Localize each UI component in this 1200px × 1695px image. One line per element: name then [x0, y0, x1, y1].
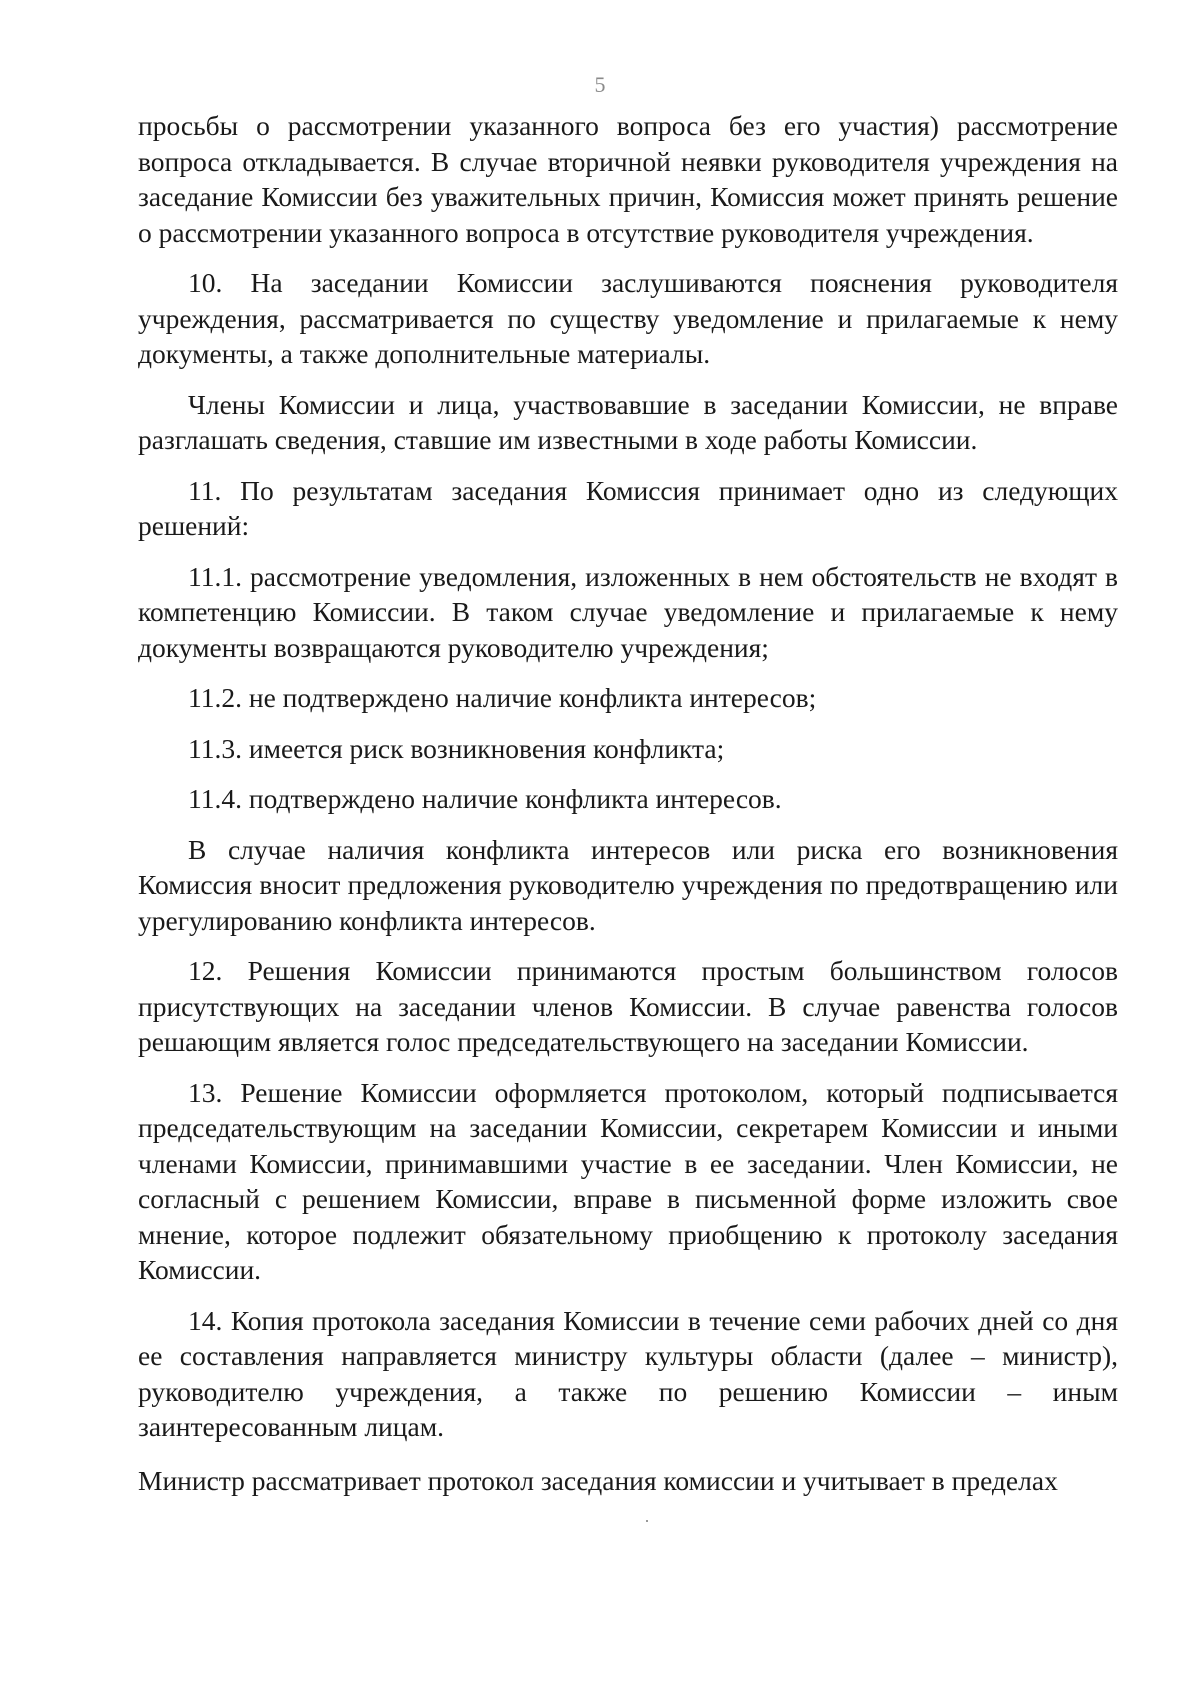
paragraph-item-10: 10. На заседании Комиссии заслушиваются пояснения руководителя учреждения, рассматривается по существу уведомление и прилагаемые к нему документы, а также дополнительные материалы. [138, 267, 1118, 369]
page-number: 5 [594, 72, 606, 97]
document-body [138, 108, 1118, 1513]
paragraph-item-11-1: 11.1. рассмотрение уведомления, изложенных в нем обстоятельств не входят в компетенцию Комиссии. В таком случае уведомление и прилагаемые к нему документы возвращаются руководителю учреждения; [138, 560, 1118, 663]
scan-artifact-dot [646, 1520, 648, 1522]
paragraph-item-12: 12. Решения Комиссии принимаются простым большинством голосов присутствующих на заседании членов Комиссии. В случае равенства голосов решающим является голос председательствующего на заседании Комиссии. [138, 955, 1118, 1057]
paragraph-conflict-proposals: В случае наличия конфликта интересов или риска его возникновения Комиссия вносит предложения руководителю учреждения по предотвращению или урегулированию конфликта интересов. [138, 833, 1118, 936]
paragraph-minister: Министр рассматривает протокол заседания комиссии и учитывает в пределах [138, 1464, 1058, 1496]
paragraph-item-11-2: 11.2. не подтверждено наличие конфликта интересов; [188, 682, 817, 713]
paragraph-item-11-3: 11.3. имеется риск возникновения конфликта; [188, 732, 725, 764]
paragraph-item-11: 11. По результатам заседания Комиссия принимает одно из следующих решений: [138, 474, 1118, 541]
paragraph-item-11-4: 11.4. подтверждено наличие конфликта интересов. [188, 783, 782, 814]
paragraph-item-13: 13. Решение Комиссии оформляется протоколом, который подписывается председательствующим на заседании Комиссии, секретарем Комиссии и иными членами Комиссии, принимавшими участие в ее заседании. Член Комиссии, не согласный с решением Комиссии, вправе в письменной форме изложить свое мнение, которое подлежит обязательному приобщению к протоколу заседания Комиссии. [138, 1076, 1118, 1285]
paragraph-confidentiality: Члены Комиссии и лица, участвовавшие в заседании Комиссии, не вправе разглашать сведения, ставшие им известными в ходе работы Комиссии. [138, 388, 1118, 455]
paragraph-continuation: просьбы о рассмотрении указанного вопроса без его участия) рассмотрение вопроса откладывается. В случае вторичной неявки руководителя учреждения на заседание Комиссии без уважительных причин, Комиссия может принять решение о рассмотрении указанного вопроса в отсутствие руководителя учреждения. [138, 110, 1118, 248]
paragraph-item-14: 14. Копия протокола заседания Комиссии в течение семи рабочих дней со дня ее составления направляется министру культуры области (далее – министр), руководителю учреждения, а также по решению Комиссии – иным заинтересованным лицам. [138, 1304, 1118, 1442]
